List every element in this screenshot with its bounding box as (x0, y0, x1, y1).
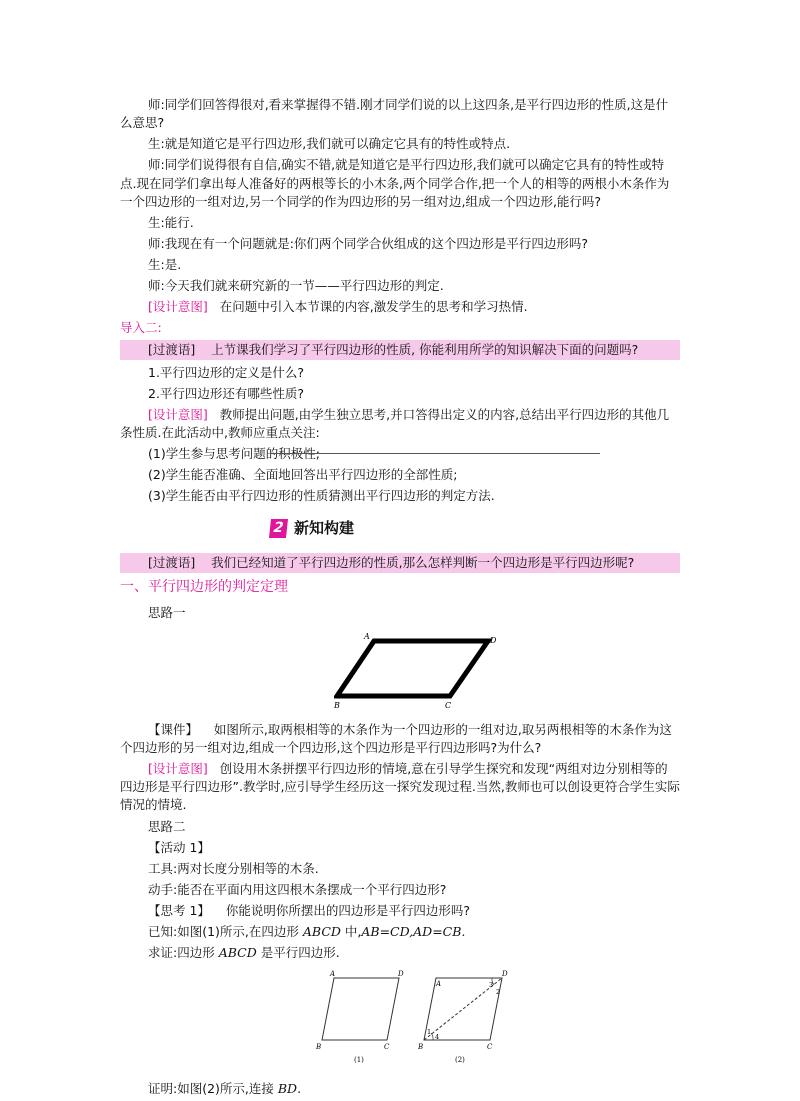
fig2-label-c: C (487, 1043, 493, 1052)
think-tag: 【思考 1】 (148, 903, 210, 919)
design-intent-text: 在问题中引入本节课的内容,激发学生的思考和学习热情. (219, 299, 528, 315)
focus-2: (2)学生能否准确、全面地回答出平行四边形的全部性质; (148, 467, 458, 483)
fig2-caption: (2) (455, 1056, 465, 1065)
think-text: 你能说明你所摆出的四边形是平行四边形吗? (225, 903, 470, 919)
intro-student-3: 生:是. (148, 257, 182, 272)
angle-label-4: 4 (435, 1033, 440, 1042)
transition-text: 我们已经知道了平行四边形的性质,那么怎样判断一个四边形是平行四边形呢? (211, 555, 635, 571)
section-title: 新知构建 (294, 518, 355, 537)
parallelogram-figure-1 (334, 630, 680, 715)
courseware-paragraph (120, 721, 680, 757)
figure-2-quadrilateral (417, 970, 508, 1064)
idea-2-label: 思路二 (148, 818, 186, 834)
figures-1-and-2 (316, 970, 516, 1068)
prove-prefix: 求证:四边形 (148, 945, 219, 961)
figure-1-quadrilateral (316, 970, 404, 1064)
angle-label-1: 1 (427, 1028, 432, 1037)
transition-tag: [过渡语] (148, 341, 196, 357)
design-intent-text: 创设用木条拼摆平行四边形的情境,意在引导学生探究和发现“两组对边分别相等的四边形是平行四边形”.教学时,应引导学生经历这一探究发现过程.当然,教师也可以创设更符合学生实际情况的情境. (120, 761, 680, 813)
intro-student-1: 生:就是知道它是平行四边形,我们就可以确定它具有的特性或特点. (148, 136, 511, 152)
proof-start (120, 1080, 680, 1098)
vertex-label-c: C (445, 700, 452, 710)
think-1 (120, 902, 680, 920)
activity-1-label: 【活动 1】 (148, 839, 210, 855)
angle-label-2: 2 (496, 988, 501, 997)
daoru2-heading: 导入二: (120, 320, 162, 336)
proof-segment-bd: BD (277, 1080, 298, 1096)
section-underline (270, 453, 600, 454)
known-quad-name: ABCD (302, 924, 341, 940)
fig1-label-c: C (384, 1043, 390, 1052)
question-2: 2.平行四边形还有哪些性质? (148, 385, 305, 401)
vertex-label-d: D (490, 635, 497, 645)
vertex-label-b: B (334, 700, 340, 710)
proof-prefix: 证明:如图(2)所示,连接 (148, 1080, 278, 1096)
focus-3: (3)学生能否由平行四边形的性质猜测出平行四边形的判定方法. (148, 488, 495, 504)
prove-suffix: 是平行四边形. (256, 945, 340, 961)
transition-text: 上节课我们学习了平行四边形的性质, 你能利用所学的知识解决下面的问题吗? (211, 341, 639, 357)
design-intent-text: 教师提出问题,由学生独立思考,并口答得出定义的内容,总结出平行四边形的其他几条性质.在此活动中,教师应重点关注: (120, 406, 670, 440)
transition-tag: [过渡语] (148, 555, 196, 571)
proof-figures (316, 970, 680, 1073)
intro-teacher-3: 师:我现在有一个问题就是:你们两个同学合伙组成的这个四边形是平行四边形吗? (148, 235, 589, 251)
section-heading (270, 518, 680, 540)
known-statement (120, 923, 680, 941)
design-intent-tag: [设计意图] (148, 761, 208, 777)
tool-text: 工具:两对长度分别相等的木条. (148, 860, 319, 876)
prove-statement (120, 944, 680, 962)
courseware-tag: 【课件】 (148, 721, 199, 737)
angle-label-3: 3 (489, 981, 494, 990)
fig1-label-d: D (398, 970, 404, 979)
fig1-label-a: A (330, 970, 336, 979)
fig2-label-b: B (418, 1043, 424, 1052)
known-mid: 中, (340, 924, 362, 940)
design-intent-tag: [设计意图] (148, 406, 208, 422)
known-equations: AB=CD,AD=CB. (361, 924, 466, 940)
idea-1-label: 思路一 (148, 604, 186, 620)
fig1-caption: (1) (354, 1056, 364, 1065)
focus-1: (1)学生参与思考问题的积极性; (148, 446, 320, 462)
vertex-label-a: A (364, 631, 370, 641)
design-intent-tag: [设计意图] (148, 299, 208, 315)
daoru2-design-intent (120, 406, 680, 442)
section-number-badge: 2 (269, 519, 288, 538)
handson-text: 动手:能否在平面内用这四根木条摆成一个平行四边形? (148, 881, 447, 897)
intro-teacher-1: 师:同学们回答得很对,看来掌握得不错.刚才同学们说的以上这四条,是平行四边形的性质,这是什么意思? (120, 97, 669, 131)
daoru2-transition (120, 340, 680, 360)
courseware-text: 如图所示,取两根相等的木条作为一个四边形的一组对边,取另两根相等的木条作为这个四边形的另一组对边,组成一个四边形,这个四边形是平行四边形吗?为什么? (120, 721, 672, 756)
subsection-heading: 一、平行四边形的判定定理 (120, 579, 288, 596)
known-prefix: 已知:如图(1)所示,在四边形 (148, 924, 303, 940)
document-page (120, 96, 680, 1101)
wooden-sticks-parallelogram (334, 630, 504, 710)
question-1: 1.平行四边形的定义是什么? (148, 364, 305, 380)
fig2-label-a: A (436, 980, 442, 989)
intro-teacher-2: 师:同学们说得很有自信,确实不错,就是知道它是平行四边形,我们就可以确定它具有的特性或特点.现在同学们拿出每人准备好的两根等长的小木条,两个同学合作,把一个人的相等的两根小木条作为一个四边形的一组对边,另一个同学的作为四边形的另一组对边,组成一个四边形,能行吗? (120, 157, 670, 209)
fig2-label-d: D (502, 970, 508, 979)
proof-suffix: . (297, 1080, 302, 1096)
intro-teacher-4: 师:今天我们就来研究新的一节——平行四边形的判定. (148, 278, 444, 294)
fig1-label-b: B (316, 1043, 322, 1052)
intro-design-intent (120, 298, 680, 316)
prove-quad-name: ABCD (218, 945, 257, 961)
section2-design-intent (120, 760, 680, 814)
section2-transition (120, 553, 680, 573)
intro-student-2: 生:能行. (148, 214, 194, 230)
